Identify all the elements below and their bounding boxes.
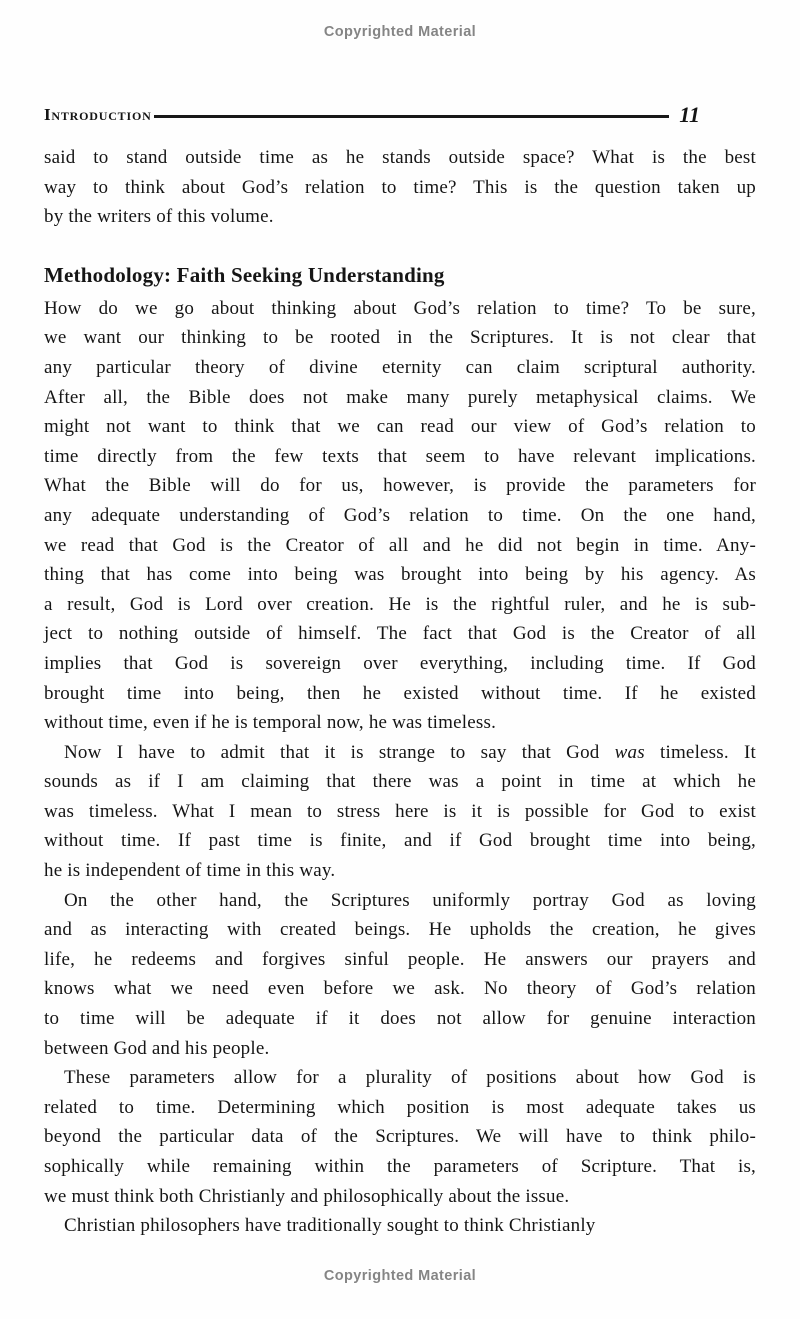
text-line: between God and his people. (44, 1037, 270, 1059)
text-line: we want our thinking to be rooted in the Scriptures. It is not clear that (44, 327, 756, 349)
text-line: thing that has come into being was brought into being by his agency. As (44, 564, 756, 586)
text-line: any particular theory of divine eternity can claim scriptural authority. (44, 356, 756, 378)
text-line: After all, the Bible does not make many purely metaphysical claims. We (44, 386, 756, 408)
text-line: a result, God is Lord over creation. He is the rightful ruler, and he is sub- (44, 593, 756, 615)
text-line: said to stand outside time as he stands outside space? What is the best (44, 147, 756, 168)
header-rule (154, 115, 670, 118)
text-line: What the Bible will do for us, however, is provide the parameters for (44, 475, 756, 497)
copyright-notice-bottom: Copyrighted Material (323, 1268, 477, 1284)
text-line: we must think both Christianly and philosophically about the issue. (44, 1185, 570, 1207)
text-line: without time. If past time is finite, and if God brought time into being, (44, 830, 756, 852)
text-line: was timeless. What I mean to stress here is it is possible for God to exist (44, 800, 756, 822)
text-line: brought time into being, then he existed without time. If he existed (44, 682, 756, 704)
page-body (44, 143, 756, 1241)
running-header (44, 102, 700, 128)
copyright-notice-top: Copyrighted Material (323, 24, 477, 40)
text-line: On the other hand, the Scriptures uniformly portray God as loving (64, 889, 756, 911)
section-heading: Methodology: Faith Seeking Understanding (44, 262, 445, 287)
text-line: without time, even if he is temporal now, he was timeless. (44, 712, 497, 734)
text-line: beyond the particular data of the Scriptures. We will have to think philo- (44, 1126, 756, 1148)
text-line: How do we go about thinking about God’s relation to time? To be sure, (44, 297, 756, 319)
text-line: and as interacting with created beings. He upholds the creation, he gives (44, 919, 756, 941)
text-line: related to time. Determining which position is most adequate takes us (44, 1096, 756, 1118)
text-line: to time will be adequate if it does not allow for genuine interaction (44, 1008, 756, 1030)
text-line: Now I have to admit that it is strange to say that God was timeless. It (64, 741, 756, 763)
text-line: might not want to think that we can read our view of God’s relation to (44, 416, 756, 438)
text-line: Christian philosophers have traditionally sought to think Christianly (64, 1215, 596, 1237)
text-line: life, he redeems and forgives sinful people. He answers our prayers and (44, 948, 756, 970)
text-line: way to think about God’s relation to time? This is the question taken up (44, 176, 756, 198)
text-line: time directly from the few texts that seem to have relevant implications. (44, 445, 756, 467)
text-line: he is independent of time in this way. (44, 860, 336, 882)
running-title: Introduction (44, 105, 152, 124)
text-line: ject to nothing outside of himself. The fact that God is the Creator of all (44, 623, 756, 645)
text-line: we read that God is the Creator of all and he did not begin in time. Any- (44, 534, 756, 556)
text-line: any adequate understanding of God’s relation to time. On the one hand, (44, 504, 756, 526)
text-line: by the writers of this volume. (44, 206, 274, 228)
page-number: 11 (679, 102, 700, 127)
text-line: implies that God is sovereign over everything, including time. If God (44, 652, 756, 674)
text-line: sounds as if I am claiming that there was a point in time at which he (44, 771, 756, 793)
text-line: knows what we need even before we ask. No theory of God’s relation (44, 978, 756, 1000)
text-line: sophically while remaining within the parameters of Scripture. That is, (44, 1156, 756, 1177)
text-line: These parameters allow for a plurality of positions about how God is (64, 1067, 756, 1089)
